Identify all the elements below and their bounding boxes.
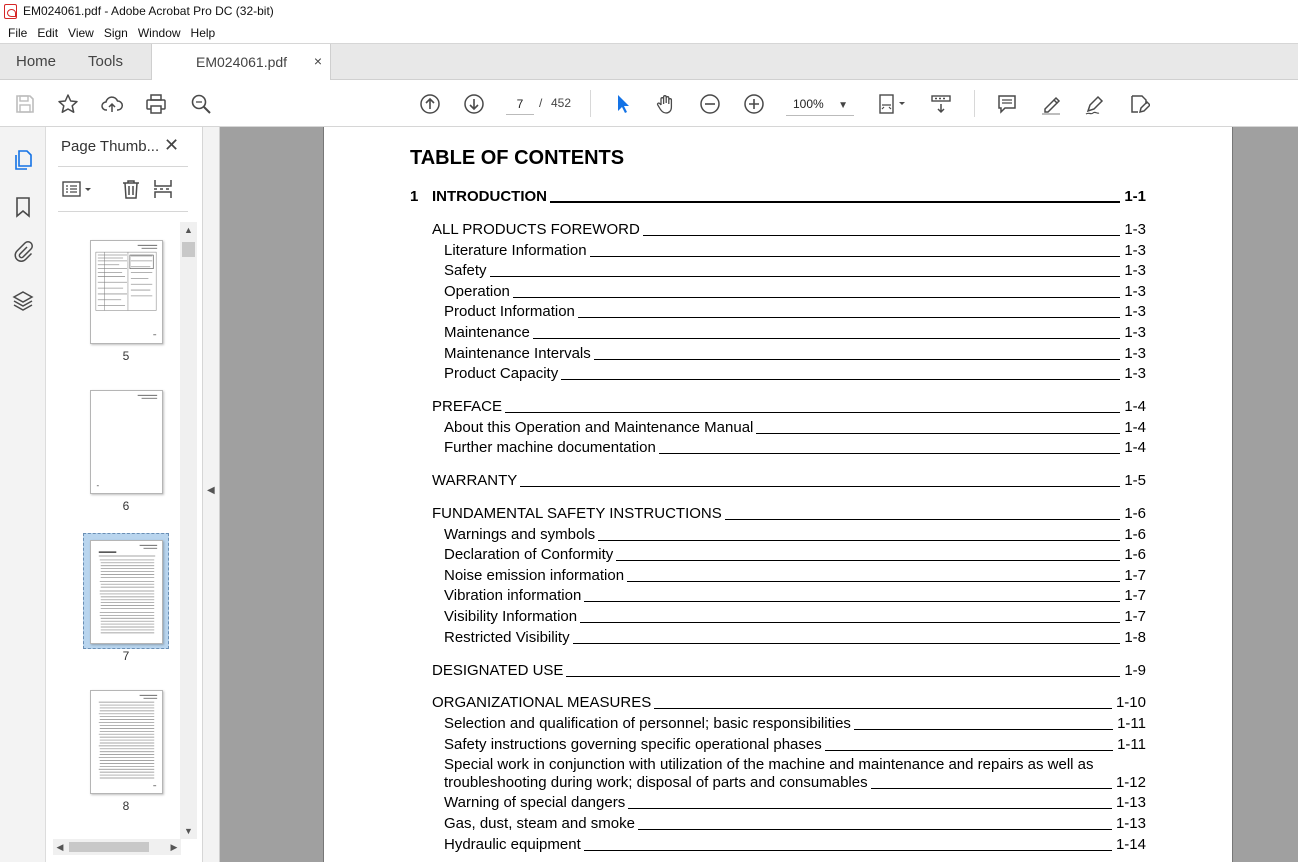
tab-bar xyxy=(0,43,1298,80)
page-thumbnails-icon xyxy=(12,149,34,171)
thumbnail-preview xyxy=(91,391,162,493)
menu-window[interactable]: Window xyxy=(137,25,181,40)
document-view[interactable] xyxy=(220,127,1298,862)
tab-document[interactable] xyxy=(151,44,331,81)
bookmark-star-button[interactable] xyxy=(55,91,81,117)
highlight-button[interactable] xyxy=(1038,91,1064,117)
find-button[interactable] xyxy=(188,91,214,117)
sign-button[interactable] xyxy=(1082,91,1108,117)
scrollbar-thumb[interactable] xyxy=(69,842,149,852)
page-thumbnail-5[interactable] xyxy=(90,240,163,344)
toc-entry[interactable]: Selection and qualification of personnel; basic responsibilities 1-11 xyxy=(444,715,1146,732)
page-fit-button[interactable] xyxy=(874,91,910,117)
toc-entry[interactable]: WARRANTY 1-5 xyxy=(432,472,1146,489)
panel-splitter[interactable] xyxy=(203,127,220,862)
toc-entry[interactable]: Visibility Information 1-7 xyxy=(444,608,1146,625)
toc-entry[interactable]: Maintenance 1-3 xyxy=(444,324,1146,341)
scroll-down-icon[interactable]: ▼ xyxy=(184,826,193,836)
thumbnails-horizontal-scrollbar[interactable] xyxy=(53,839,181,855)
toc-entry[interactable]: Declaration of Conformity 1-6 xyxy=(444,546,1146,563)
panel-close-icon[interactable]: ✕ xyxy=(164,135,180,155)
save-icon xyxy=(14,93,36,115)
pen-sign-icon xyxy=(1084,93,1106,115)
print-button[interactable] xyxy=(143,91,169,117)
organize-pages-button[interactable] xyxy=(152,178,174,200)
zoom-level-value: 100% xyxy=(793,97,824,111)
toc-entry[interactable]: troubleshooting during work; disposal of parts and consumables 1-12 xyxy=(444,774,1146,791)
toc-entry[interactable]: Maintenance Intervals 1-3 xyxy=(444,345,1146,362)
tab-tools[interactable]: Tools xyxy=(88,53,124,70)
toc-entry[interactable]: FUNDAMENTAL SAFETY INSTRUCTIONS 1-6 xyxy=(432,505,1146,522)
fill-sign-button[interactable] xyxy=(1126,91,1152,117)
zoom-out-button[interactable] xyxy=(697,91,723,117)
toc-entry[interactable]: Product Information 1-3 xyxy=(444,303,1146,320)
next-page-button[interactable] xyxy=(461,91,487,117)
previous-page-button[interactable] xyxy=(417,91,443,117)
thumbnail-page-number: 8 xyxy=(122,799,130,813)
organize-pages-icon xyxy=(152,178,174,200)
toc-entry[interactable]: Warnings and symbols 1-6 xyxy=(444,526,1146,543)
delete-page-button[interactable] xyxy=(120,178,142,200)
panel-divider xyxy=(58,211,188,212)
page-thumbnail-7[interactable] xyxy=(90,540,163,644)
toc-chapter-number: 1 xyxy=(410,188,419,205)
page-number-input[interactable] xyxy=(506,93,534,115)
toc-entry[interactable]: Gas, dust, steam and smoke 1-13 xyxy=(444,815,1146,832)
search-icon xyxy=(190,93,212,115)
pdf-page xyxy=(323,127,1233,862)
panel-divider xyxy=(58,166,188,167)
tab-close-icon[interactable]: × xyxy=(313,53,322,69)
comment-icon xyxy=(996,93,1018,115)
printer-icon xyxy=(145,93,167,115)
layers-icon xyxy=(12,290,34,312)
toc-entry[interactable]: Operation 1-3 xyxy=(444,283,1146,300)
arrow-down-circle-icon xyxy=(463,93,485,115)
thumbnails-vertical-scrollbar[interactable] xyxy=(180,222,197,839)
paperclip-icon xyxy=(12,241,34,263)
page-separator: / xyxy=(539,96,543,110)
zoom-in-button[interactable] xyxy=(741,91,767,117)
toc-entry[interactable]: ALL PRODUCTS FOREWORD 1-3 xyxy=(432,221,1146,238)
title-bar xyxy=(0,0,1298,22)
navigation-rail xyxy=(0,127,46,862)
bookmarks-button[interactable] xyxy=(11,195,35,219)
toc-heading: TABLE OF CONTENTS xyxy=(410,147,625,169)
tab-home[interactable]: Home xyxy=(16,53,57,70)
toc-entry[interactable]: Safety 1-3 xyxy=(444,262,1146,279)
toc-entry[interactable]: Vibration information 1-7 xyxy=(444,587,1146,604)
toc-entry[interactable]: 1 INTRODUCTION 1-1 xyxy=(410,188,1146,205)
acrobat-logo-icon xyxy=(4,4,17,19)
highlighter-icon xyxy=(1040,93,1062,115)
toc-entry[interactable]: Restricted Visibility 1-8 xyxy=(444,629,1146,646)
menu-bar xyxy=(0,22,1298,43)
menu-file[interactable]: File xyxy=(8,25,28,40)
upload-button[interactable] xyxy=(99,91,125,117)
scroll-mode-button[interactable] xyxy=(928,91,954,117)
collapse-panel-icon[interactable]: ◀ xyxy=(207,485,215,496)
comment-button[interactable] xyxy=(994,91,1020,117)
tab-document-label: EM024061.pdf xyxy=(196,54,288,70)
toc-entry[interactable]: Safety instructions governing specific operational phases 1-11 xyxy=(444,736,1146,753)
scrollbar-thumb[interactable] xyxy=(182,242,195,257)
thumbnail-preview xyxy=(91,241,162,343)
scroll-left-icon[interactable]: ◀ xyxy=(56,842,64,852)
menu-sign[interactable]: Sign xyxy=(103,25,128,40)
thumbnail-page-number: 5 xyxy=(122,349,130,363)
window-title: EM024061.pdf - Adobe Acrobat Pro DC (32-bit) xyxy=(23,4,274,18)
page-total: 452 xyxy=(551,96,572,110)
cursor-arrow-icon xyxy=(611,93,633,115)
thumbnail-page-number: 7 xyxy=(122,649,130,663)
select-tool-button[interactable] xyxy=(609,91,635,117)
toolbar-divider xyxy=(974,90,975,117)
thumbnail-preview xyxy=(91,541,162,643)
scroll-mode-icon xyxy=(930,93,952,115)
edit-document-icon xyxy=(1128,93,1150,115)
hand-icon xyxy=(655,93,677,115)
toc-entry[interactable]: Literature Information 1-3 xyxy=(444,242,1146,259)
chevron-down-icon: ▼ xyxy=(838,100,848,111)
toc-entry[interactable]: PREFACE 1-4 xyxy=(432,398,1146,415)
hand-tool-button[interactable] xyxy=(653,91,679,117)
cloud-upload-icon xyxy=(101,93,123,115)
fit-page-icon xyxy=(876,93,908,115)
minus-circle-icon xyxy=(699,93,721,115)
panel-title: Page Thumb... xyxy=(61,138,160,155)
toc-entry[interactable]: Warning of special dangers 1-13 xyxy=(444,794,1146,811)
toc-entry[interactable]: DESIGNATED USE 1-9 xyxy=(432,662,1146,679)
bookmark-icon xyxy=(12,196,34,218)
star-icon xyxy=(57,93,79,115)
toc-entry[interactable]: Further machine documentation 1-4 xyxy=(444,439,1146,456)
arrow-up-circle-icon xyxy=(419,93,441,115)
toc-entry[interactable]: Hydraulic equipment 1-14 xyxy=(444,836,1146,853)
toc-entry-first-line[interactable]: Special work in conjunction with utilization of the machine and maintenance and repairs as well as xyxy=(444,756,1094,773)
toc-entry[interactable]: ORGANIZATIONAL MEASURES 1-10 xyxy=(432,694,1146,711)
toolbar xyxy=(0,80,1298,127)
menu-view[interactable]: View xyxy=(68,25,94,40)
menu-edit[interactable]: Edit xyxy=(37,25,59,40)
toc-entry[interactable]: Product Capacity 1-3 xyxy=(444,365,1146,382)
scroll-right-icon[interactable]: ▶ xyxy=(170,842,178,852)
layers-button[interactable] xyxy=(11,289,35,313)
thumbnail-options-button[interactable] xyxy=(60,178,96,200)
save-button[interactable] xyxy=(12,91,38,117)
thumbnail-page-number: 6 xyxy=(122,499,130,513)
toc-entry[interactable]: Noise emission information 1-7 xyxy=(444,567,1146,584)
zoom-level-select[interactable] xyxy=(786,92,854,116)
page-thumbnails-panel xyxy=(46,127,203,862)
page-thumbnail-8[interactable] xyxy=(90,690,163,794)
attachments-button[interactable] xyxy=(11,240,35,264)
menu-help[interactable]: Help xyxy=(190,25,216,40)
options-menu-icon xyxy=(60,178,94,200)
scroll-up-icon[interactable]: ▲ xyxy=(184,225,193,235)
thumbnail-preview xyxy=(91,691,162,793)
toolbar-divider xyxy=(590,90,591,117)
page-thumbnails-button[interactable] xyxy=(11,148,35,172)
toc-entry[interactable]: About this Operation and Maintenance Manual 1-4 xyxy=(444,419,1146,436)
plus-circle-icon xyxy=(743,93,765,115)
page-thumbnail-6[interactable] xyxy=(90,390,163,494)
trash-icon xyxy=(120,178,142,200)
